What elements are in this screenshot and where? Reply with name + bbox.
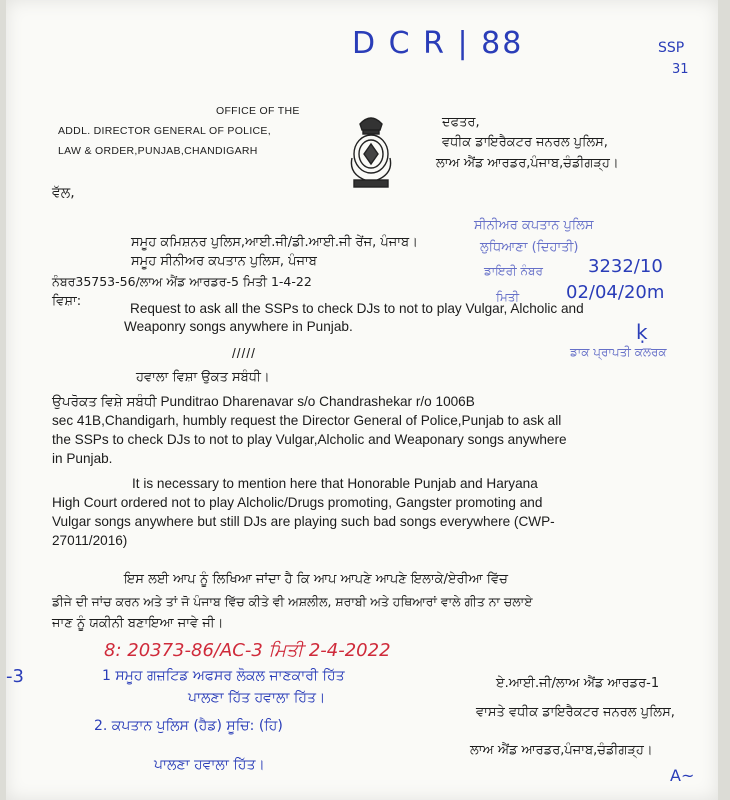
punjab-police-emblem-icon — [342, 110, 400, 192]
recipient-2: ਸਮੂਹ ਸੀਨੀਅਰ ਕਪਤਾਨ ਪੁਲਿਸ, ਪੰਜਾਬ — [131, 254, 317, 269]
stamp-clerk: ਡਾਕ ਪ੍ਰਾਪਤੀ ਕਲਰਕ — [570, 345, 667, 359]
para2-line2: High Court ordered not to play Alcholic/Drugs promoting, Gangster promoting and — [52, 495, 543, 510]
para1-line3: the SSPs to check DJs to not to play Vulgar,Alcholic and Weaponary songs anywhere — [52, 432, 567, 447]
handwritten-margin-mark: -3 — [6, 666, 24, 687]
subject-line-1: Request to ask all the SSPs to check DJs to not to play Vulgar, Alcholic and — [130, 301, 584, 316]
office-header-en-1: OFFICE OF THE — [216, 105, 300, 117]
stamp-initials: ḳ — [636, 320, 648, 344]
stamp-date-value: 02/04/20m — [566, 282, 665, 303]
signature-block-3: ਲਾਅ ਐਂਡ ਆਰਡਰ,ਪੰਜਾਬ,ਚੰਡੀਗੜ੍ਹ। — [470, 743, 653, 758]
signature-block-1: ਏ.ਆਈ.ਜੀ/ਲਾਅ ਐਂਡ ਆਰਡਰ-1 — [496, 676, 660, 691]
endorsement-1: 1 ਸਮੂਹ ਗਜ਼ਟਿਡ ਅਫਸਰ ਲੋਕਲ ਜਾਣਕਾਰੀ ਹਿੱਤ — [102, 668, 345, 684]
handwritten-diary-ref: D C R | 88 — [352, 26, 524, 61]
letter-page — [6, 0, 718, 800]
stamp-diary-number: 3232/10 — [588, 256, 663, 277]
handwritten-corner-note: SSP — [658, 40, 685, 56]
handwritten-corner-note-2: 31 — [672, 62, 689, 77]
office-header-pa-2: ਵਧੀਕ ਡਾਇਰੈਕਟਰ ਜਨਰਲ ਪੁਲਿਸ, — [442, 135, 608, 150]
para2-line3: Vulgar songs anywhere but still DJs are playing such bad songs everywhere (CWP- — [52, 514, 555, 529]
endorsement-1b: ਪਾਲਣਾ ਹਿੱਤ ਹਵਾਲਾ ਹਿੱਤ। — [188, 690, 326, 706]
para1-line2: sec 41B,Chandigarh, humbly request the Director General of Police,Punjab to ask all — [52, 413, 562, 428]
stamp-district: ਲੁਧਿਆਣਾ (ਦਿਹਾਤੀ) — [480, 240, 579, 255]
signature-initials: A~ — [670, 766, 695, 785]
office-header-pa-3: ਲਾਅ ਐਂਡ ਆਰਡਰ,ਪੰਜਾਬ,ਚੰਡੀਗੜ੍ਹ। — [436, 156, 619, 171]
para3-line1: ਇਸ ਲਈ ਆਪ ਨੂੰ ਲਿਖਿਆ ਜਾਂਦਾ ਹੈ ਕਿ ਆਪ ਆਪਣੇ ਆਪਣੇ ਇਲਾਕੇ/ਏਰੀਆ ਵਿੱਚ — [124, 572, 508, 587]
para2-line1: It is necessary to mention here that Honorable Punjab and Haryana — [132, 476, 538, 491]
salutation: ਵੱਲ, — [52, 185, 75, 201]
para1-line4: in Punjab. — [52, 451, 113, 466]
separator-slashes: ///// — [232, 346, 256, 361]
office-header-en-3: LAW & ORDER,PUNJAB,CHANDIGARH — [58, 145, 258, 157]
recipient-1: ਸਮੂਹ ਕਮਿਸ਼ਨਰ ਪੁਲਿਸ,ਆਈ.ਜੀ/ਡੀ.ਆਈ.ਜੀ ਰੇਂਜ, ਪੰਜਾਬ। — [131, 235, 418, 250]
stamp-diary-label: ਡਾਇਰੀ ਨੰਬਰ — [484, 264, 543, 278]
endorsement-2: 2. ਕਪਤਾਨ ਪੁਲਿਸ (ਹੈਡ) ਸੂਚਿ: (ਹਿ) — [94, 718, 283, 734]
letter-number: ਨੰਬਰ35753-56/ਲਾਅ ਐਂਡ ਆਰਡਰ-5 ਮਿਤੀ 1-4-22 — [52, 274, 312, 289]
endorsement-2b: ਪਾਲਣਾ ਹਵਾਲਾ ਹਿੱਤ। — [154, 757, 265, 773]
office-header-pa-1: ਦਫਤਰ, — [442, 115, 480, 130]
stamp-date-label: ਮਿਤੀ — [496, 290, 520, 304]
stamp-office: ਸੀਨੀਅਰ ਕਪਤਾਨ ਪੁਲਿਸ — [474, 218, 594, 233]
subject-line-2: Weaponry songs anywhere in Punjab. — [124, 319, 353, 334]
signature-block-2: ਵਾਸਤੇ ਵਧੀਕ ਡਾਇਰੈਕਟਰ ਜਨਰਲ ਪੁਲਿਸ, — [476, 705, 675, 720]
reference-line: ਹਵਾਲਾ ਵਿਸ਼ਾ ਉਕਤ ਸਬੰਧੀ। — [136, 370, 270, 385]
office-header-en-2: ADDL. DIRECTOR GENERAL OF POLICE, — [58, 125, 271, 137]
para3-line3: ਜਾਣ ਨੂੰ ਯਕੀਨੀ ਬਣਾਇਆ ਜਾਵੇ ਜੀ। — [52, 616, 224, 631]
para1-line1: ਉਪਰੋਕਤ ਵਿਸ਼ੇ ਸਬੰਧੀ Punditrao Dharenavar s/o Chandrashekar r/o 1006B — [52, 394, 475, 409]
para2-line4: 27011/2016) — [52, 533, 128, 548]
para3-line2: ਡੀਜੇ ਦੀ ਜਾਂਚ ਕਰਨ ਅਤੇ ਤਾਂ ਜੋ ਪੰਜਾਬ ਵਿੱਚ ਕੀਤੇ ਵੀ ਅਸ਼ਲੀਲ, ਸ਼ਰਾਬੀ ਅਤੇ ਹਥਿਆਰਾਂ ਵਾਲੇ ਗੀਤ ਨਾ ਚਲਾਏ — [52, 594, 533, 609]
subject-label: ਵਿਸ਼ਾ: — [52, 294, 82, 309]
handwritten-endorsement-number: 8: 20373-86/AC-3 ਮਿਤੀ 2-4-2022 — [104, 640, 391, 661]
